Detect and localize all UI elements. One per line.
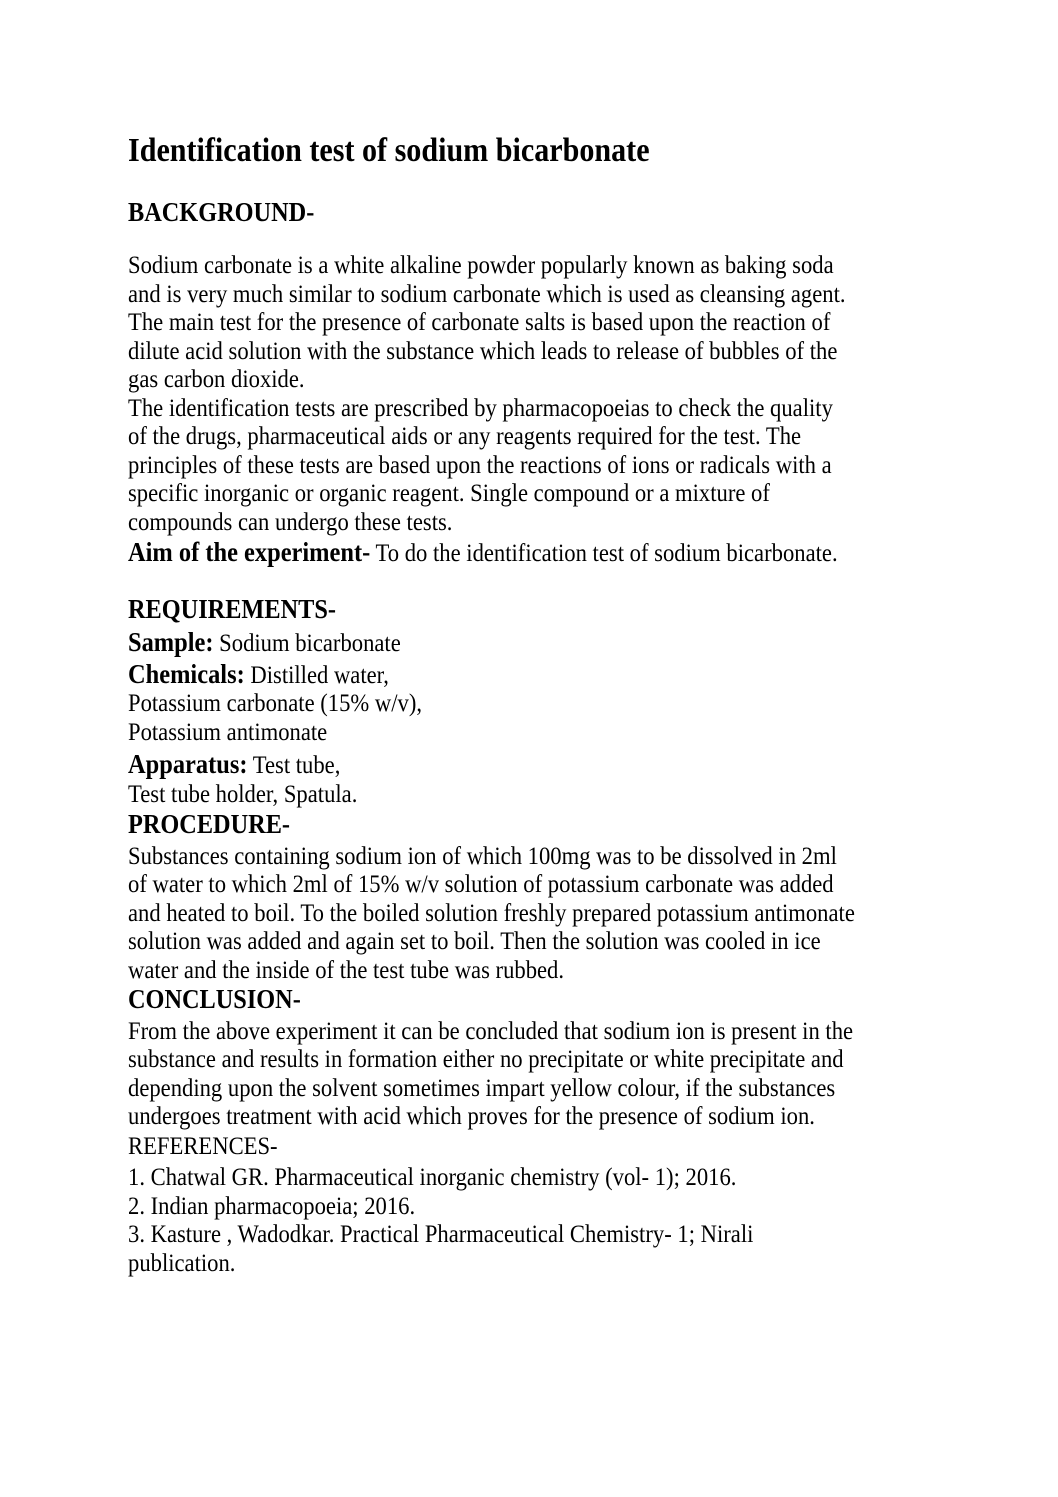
paragraph-line: undergoes treatment with acid which proves for the presence of sodium ion. (128, 1103, 815, 1130)
aim-label: Aim of the experiment- (128, 537, 371, 567)
conclusion-heading: CONCLUSION- (128, 984, 301, 1014)
sample-label: Sample: (128, 627, 214, 657)
aim-line (128, 539, 838, 566)
paragraph-line: specific inorganic or organic reagent. Single compound or a mixture of (128, 480, 770, 507)
paragraph-line: compounds can undergo these tests. (128, 509, 453, 536)
paragraph-line: of the drugs, pharmaceutical aids or any reagents required for the test. The (128, 423, 802, 450)
procedure-heading: PROCEDURE- (128, 809, 290, 839)
paragraph-line: and heated to boil. To the boiled solution freshly prepared potassium antimonate (128, 900, 855, 927)
paragraph-line: and is very much similar to sodium carbonate which is used as cleansing agent. (128, 281, 846, 308)
paragraph-line: From the above experiment it can be concluded that sodium ion is present in the (128, 1018, 854, 1045)
paragraph-line: The main test for the presence of carbonate salts is based upon the reaction of (128, 309, 831, 336)
reference-item: publication. (128, 1250, 236, 1277)
sample-line (128, 629, 401, 656)
requirements-heading: REQUIREMENTS- (128, 594, 336, 624)
paragraph-line: principles of these tests are based upon the reactions of ions or radicals with a (128, 452, 832, 479)
paragraph-line: gas carbon dioxide. (128, 366, 305, 393)
paragraph-line: depending upon the solvent sometimes impart yellow colour, if the substances (128, 1075, 836, 1102)
page-title: Identification test of sodium bicarbonate (128, 132, 650, 169)
apparatus-line (128, 751, 340, 778)
paragraph-line: of water to which 2ml of 15% w/v solution of potassium carbonate was added (128, 871, 834, 898)
reference-item: 2. Indian pharmacopoeia; 2016. (128, 1193, 416, 1220)
background-heading: BACKGROUND- (128, 197, 315, 227)
aim-text: To do the identification test of sodium bicarbonate. (370, 540, 838, 567)
apparatus-label: Apparatus: (128, 749, 248, 779)
apparatus-value: Test tube, (247, 752, 341, 779)
paragraph-line: solution was added and again set to boil. Then the solution was cooled in ice (128, 928, 821, 955)
paragraph-line: substance and results in formation either no precipitate or white precipitate and (128, 1046, 844, 1073)
references-heading: REFERENCES- (128, 1133, 278, 1160)
chemicals-label: Chemicals: (128, 659, 245, 689)
chemicals-value: Distilled water, (244, 662, 389, 689)
chemicals-item: Potassium carbonate (15% w/v), (128, 690, 423, 717)
paragraph-line: water and the inside of the test tube was rubbed. (128, 957, 565, 984)
reference-item: 3. Kasture , Wadodkar. Practical Pharmaceutical Chemistry- 1; Nirali (128, 1221, 754, 1248)
paragraph-line: Sodium carbonate is a white alkaline powder popularly known as baking soda (128, 252, 834, 279)
chemicals-item: Potassium antimonate (128, 719, 328, 746)
paragraph-line: The identification tests are prescribed by pharmacopoeias to check the quality (128, 395, 833, 422)
apparatus-item: Test tube holder, Spatula. (128, 781, 358, 808)
reference-item: 1. Chatwal GR. Pharmaceutical inorganic chemistry (vol- 1); 2016. (128, 1164, 737, 1191)
chemicals-line (128, 661, 389, 688)
paragraph-line: Substances containing sodium ion of which 100mg was to be dissolved in 2ml (128, 843, 837, 870)
paragraph-line: dilute acid solution with the substance which leads to release of bubbles of the (128, 338, 838, 365)
sample-value: Sodium bicarbonate (213, 630, 401, 657)
